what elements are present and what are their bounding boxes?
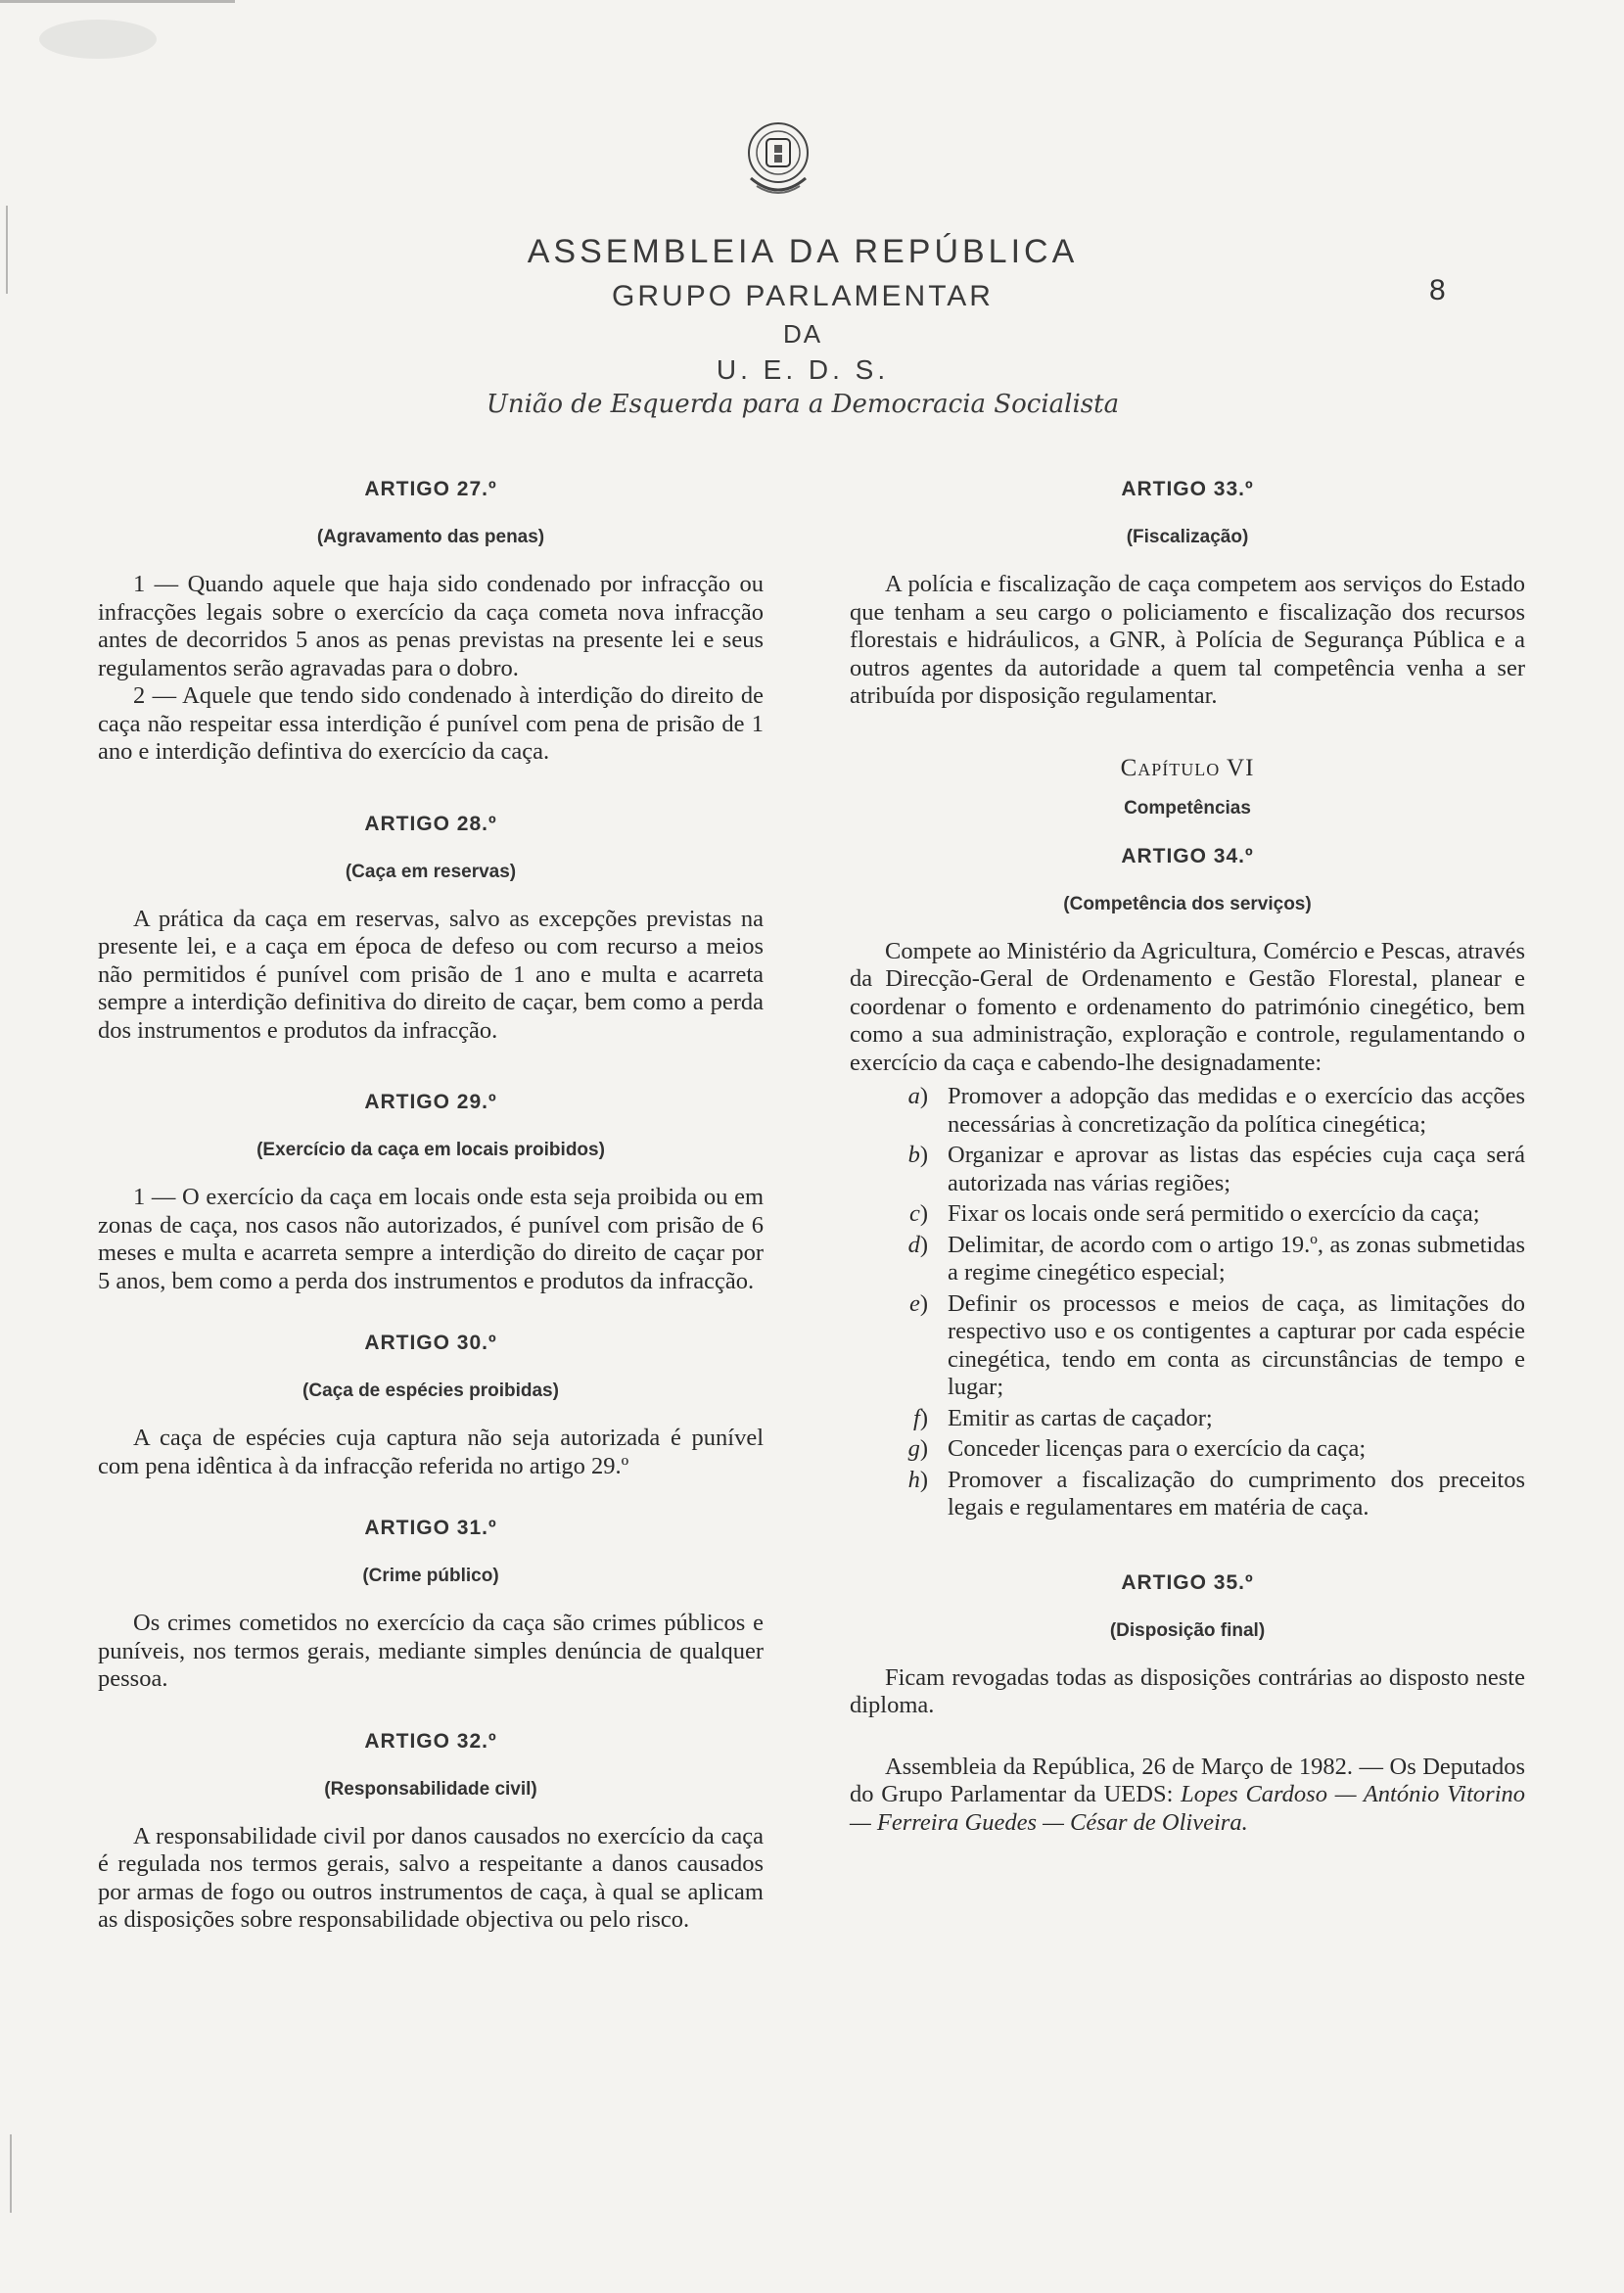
signature-deputies: Os Deputados do Grupo Parlamentar da UEDS: [850, 1753, 1526, 1807]
article-paragraph: Compete ao Ministério da Agricultura, Comércio e Pescas, através da Direcção-Geral de Ordenamento e Gestão Florestal, planear e coordenar o fomento e ordenamento do património cinegético, bem como a sua administração, exploração e controle, regulamentando o exercício da caça e cabendo-lhe designadamente: [850, 937, 1525, 1076]
article-subtitle: (Disposição final) [1109, 1619, 1266, 1641]
article-paragraph: A polícia e fiscalização de caça competem aos serviços do Estado que tenham a seu cargo o policiamento e fiscalização dos recursos florestais e hidráulicos, a GNR, à Polícia de Segurança Pública e a outros agentes da autoridade a quem tal competência venha a ser atribuída por disposição regulamentar. [850, 571, 1525, 709]
party-full-name: União de Esquerda para a Democracia Socialista [486, 390, 1120, 419]
article-subtitle: (Crime público) [362, 1566, 499, 1586]
list-item: h ) Promover a fiscalização do cumprimento dos preceitos legais e regulamentares em matéria de caça. [850, 1467, 1525, 1522]
article-title: ARTIGO 27.º [364, 478, 497, 500]
chapter-title: Capítulo VI [1120, 754, 1255, 781]
signature-text [850, 1754, 1525, 1838]
article-paragraph: 1 — O exercício da caça em locais onde esta seja proibida ou em zonas de caça, nos casos não autorizados, é punível com prisão de 6 meses e multa e acarreta sempre a interdição do direito de caçar por 5 anos, bem como a perda dos instrumentos e produtos da infracção. [98, 1184, 764, 1294]
left-column [98, 475, 764, 1935]
article-paragraph: 2 — Aquele que tendo sido condenado à interdição do direito de caça não respeitar essa interdição é punível com pena de prisão de 1 ano e interdição defintiva do exercício da caça. [98, 682, 764, 765]
article-subtitle: (Caça em reservas) [345, 861, 517, 882]
list-item: e ) Definir os processos e meios de caça, as limitações do respectivo uso e os contigentes a capturar por cada espécie cinegética, tendo em conta as circunstâncias de tempo e lugar; [850, 1290, 1525, 1402]
group-title: GRUPO PARLAMENTAR [612, 280, 994, 312]
article-29 [98, 1088, 764, 1295]
chapter-subtitle: Competências [1124, 797, 1251, 819]
list-item: f ) Emitir as cartas de caçador; [850, 1405, 1525, 1433]
article-paragraph: Os crimes cometidos no exercício da caça são crimes públicos e puníveis, nos termos gerais, mediante simples denúncia de qualquer pessoa. [98, 1610, 764, 1692]
page-number: 8 [1429, 274, 1446, 306]
competence-list [850, 1083, 1525, 1522]
article-subtitle: (Competência dos serviços) [1063, 893, 1312, 914]
article-subtitle: (Fiscalização) [1126, 527, 1249, 547]
article-subtitle: (Caça de espécies proibidas) [302, 1380, 559, 1401]
right-column [850, 475, 1525, 1837]
list-item: b ) Organizar e aprovar as listas das espécies cuja caça será autorizada nas várias regiões; [850, 1142, 1525, 1197]
article-32 [98, 1727, 764, 1935]
list-item: d ) Delimitar, de acordo com o artigo 19.º, as zonas submetidas a regime cinegético especial; [850, 1232, 1525, 1287]
signature-place-date: Assembleia da República, 26 de Março de 1982. — [885, 1753, 1384, 1780]
party-acronym: U. E. D. S. [716, 354, 890, 385]
article-subtitle: (Exercício da caça em locais proibidos) [256, 1140, 605, 1160]
article-28 [98, 810, 764, 1046]
signature-names: Lopes Cardoso — António Vitorino — Ferreira Guedes — César de Oliveira. [850, 1781, 1526, 1836]
list-item: c ) Fixar os locais onde será permitido o exercício da caça; [850, 1200, 1525, 1229]
article-30 [98, 1329, 764, 1480]
article-subtitle: (Responsabilidade civil) [324, 1778, 537, 1800]
article-title: ARTIGO 35.º [1121, 1570, 1254, 1594]
scan-edge [0, 0, 235, 3]
article-paragraph: A responsabilidade civil por danos causados no exercício da caça é regulada nos termos gerais, salvo a respeitante a danos causados por armas de fogo ou outros instrumentos de caça, à qual se aplicam as disposições sobre responsabilidade objectiva ou pelo risco. [98, 1822, 764, 1933]
list-item: a ) Promover a adopção das medidas e o exercício das acções necessárias à concretização da política cinegética; [850, 1083, 1525, 1139]
article-27 [98, 475, 764, 767]
list-item: g ) Conceder licenças para o exercício da caça; [850, 1435, 1525, 1464]
article-title: ARTIGO 30.º [364, 1332, 497, 1354]
article-paragraph: A prática da caça em reservas, salvo as excepções previstas na presente lei, e a caça em época de defeso ou com recurso a meios não permitidos é punível com prisão de 1 ano e multa e acarreta sempre a interdição definitiva do direito de caçar, bem como a perda dos instrumentos e produtos da infracção. [98, 905, 764, 1044]
scan-smudge [39, 20, 157, 59]
article-title: ARTIGO 34.º [1121, 844, 1254, 867]
article-subtitle: (Agravamento das penas) [316, 527, 545, 547]
article-paragraph: 1 — Quando aquele que haja sido condenado por infracção ou infracções legais sobre o exercício da caça cometa nova infracção antes de decorridos 5 anos as penas previstas na presente lei e seus regulamentos serão agravadas para o dobro. [98, 571, 764, 681]
article-title: ARTIGO 29.º [364, 1091, 497, 1113]
signature-block [850, 1754, 1525, 1838]
article-31 [98, 1514, 764, 1694]
article-34 [850, 842, 1525, 1522]
scan-edge [10, 2134, 12, 2213]
article-title: ARTIGO 31.º [364, 1517, 497, 1539]
article-title: ARTIGO 32.º [364, 1729, 497, 1753]
article-paragraph: Ficam revogadas todas as disposições contrárias ao disposto neste diploma. [850, 1663, 1525, 1718]
article-paragraph: A caça de espécies cuja captura não seja autorizada é punível com pena idêntica à da infracção referida no artigo 29.º [98, 1425, 764, 1479]
article-title: ARTIGO 28.º [364, 812, 497, 835]
group-title-connector: DA [782, 319, 823, 349]
coat-of-arms-icon [729, 108, 827, 206]
scan-edge [6, 206, 8, 294]
article-35 [850, 1568, 1525, 1720]
assembly-title: ASSEMBLEIA DA REPÚBLICA [527, 233, 1079, 270]
article-title: ARTIGO 33.º [1121, 478, 1254, 500]
article-33 [850, 475, 1525, 711]
